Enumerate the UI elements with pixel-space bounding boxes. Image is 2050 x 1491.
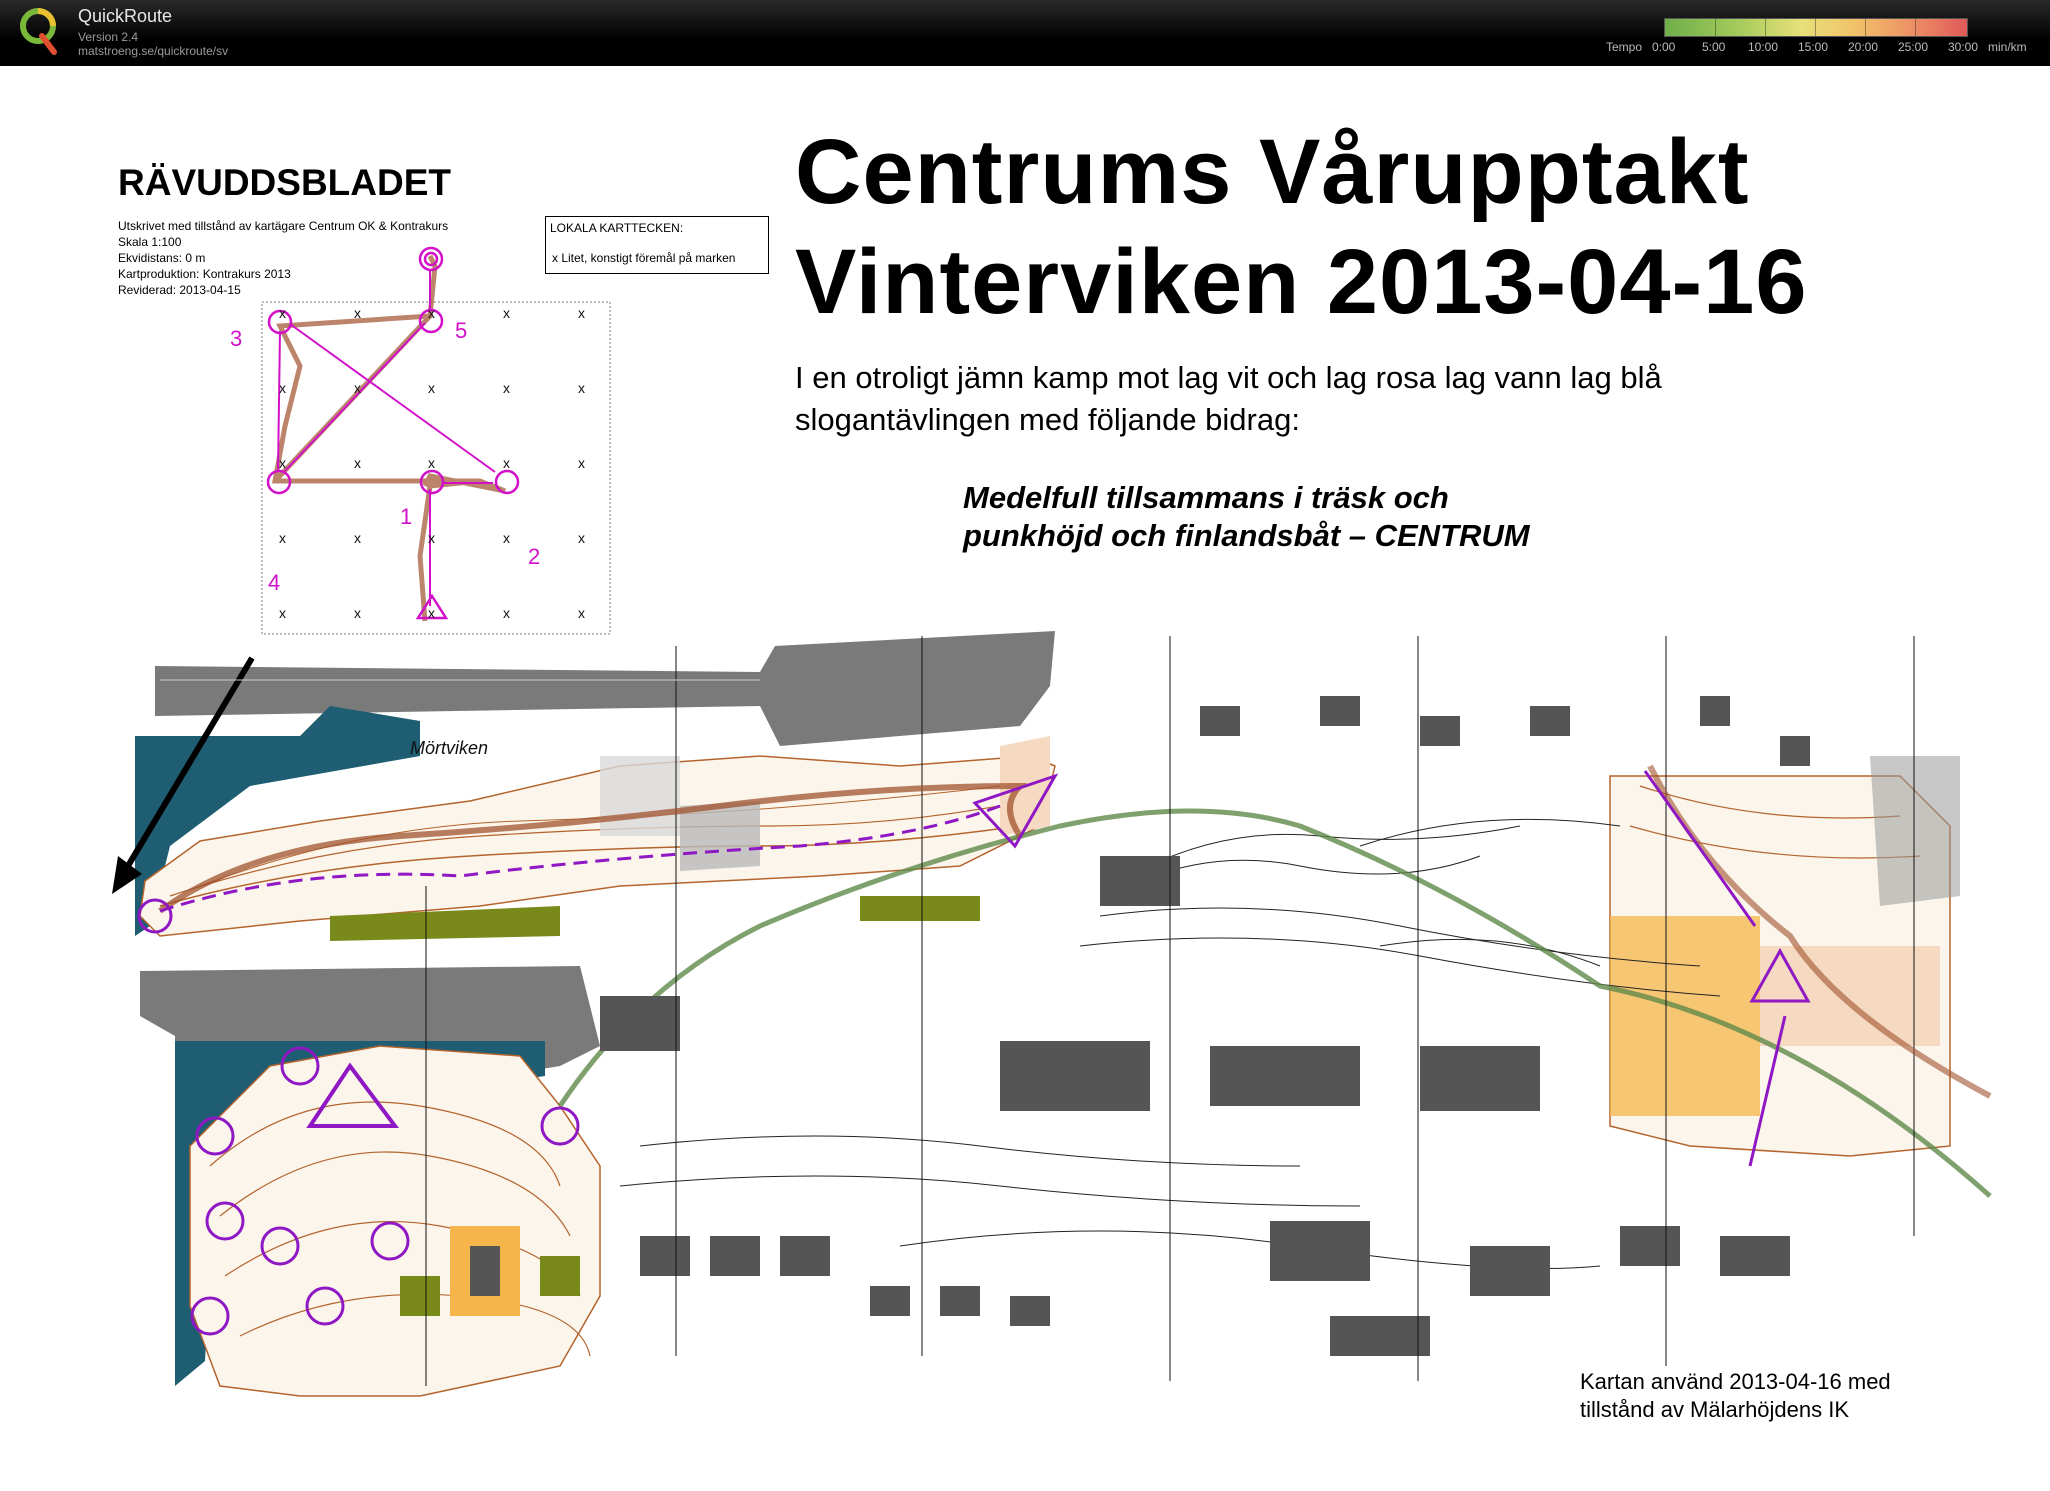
grid-mark: x [578, 605, 585, 621]
map-canvas[interactable] [0, 66, 2050, 1491]
app-url[interactable]: matstroeng.se/quickroute/sv [78, 44, 229, 58]
quickroute-logo-icon [18, 6, 60, 56]
tempo-unit: min/km [1988, 40, 2027, 54]
grid-mark: x [428, 380, 435, 396]
tempo-label: 25:00 [1898, 40, 1929, 54]
forest-southwest [190, 1046, 600, 1396]
inset-info-line: Utskrivet med tillstånd av kartägare Centrum OK & Kontrakurs [118, 219, 449, 233]
place-name-label: Mörtviken [410, 738, 489, 758]
tempo-label: 20:00 [1848, 40, 1879, 54]
inset-map-title: RÄVUDDSBLADET [118, 162, 451, 203]
intro-text-line2: slogantävlingen med följande bidrag: [795, 402, 1300, 437]
control-number: 1 [400, 504, 413, 529]
tempo-label: 30:00 [1948, 40, 1979, 54]
grid-mark: x [354, 605, 361, 621]
inset-info-line: Ekvidistans: 0 m [118, 251, 206, 265]
grid-mark: x [279, 305, 286, 321]
grid-mark: x [428, 530, 435, 546]
tempo-label: 0:00 [1652, 40, 1676, 54]
legend-title: LOKALA KARTTECKEN: [550, 221, 684, 235]
app-header [0, 0, 2050, 66]
map-credit-line1: Kartan använd 2013-04-16 med [1580, 1369, 1891, 1394]
grid-mark: x [578, 530, 585, 546]
grid-mark: x [503, 605, 510, 621]
grid-mark: x [578, 380, 585, 396]
grid-mark: x [428, 605, 435, 621]
legend-item: x Litet, konstigt föremål på marken [552, 251, 736, 265]
inset-info-line: Skala 1:100 [118, 235, 182, 249]
app-name: QuickRoute [78, 6, 173, 26]
slogan-line1: Medelfull tillsammans i träsk och [963, 480, 1449, 515]
tempo-legend-title: Tempo [1606, 40, 1643, 54]
grid-mark: x [578, 455, 585, 471]
grid-mark: x [503, 380, 510, 396]
local-symbols-legend [545, 216, 769, 274]
grid-mark: x [354, 380, 361, 396]
control-number: 2 [528, 544, 541, 569]
inset-info-line: Kartproduktion: Kontrakurs 2013 [118, 267, 291, 281]
grid-mark: x [428, 305, 435, 321]
control-number: 4 [268, 570, 281, 595]
control-number: 3 [230, 326, 243, 351]
grid-mark: x [354, 455, 361, 471]
grid-mark: x [354, 305, 361, 321]
grid-mark: x [503, 530, 510, 546]
map-credit-line2: tillstånd av Mälarhöjdens IK [1580, 1397, 1850, 1422]
grid-mark: x [428, 455, 435, 471]
poster-title-line1: Centrums Vårupptakt [795, 121, 1750, 223]
grid-mark: x [503, 305, 510, 321]
grid-mark: x [279, 530, 286, 546]
tempo-label: 5:00 [1702, 40, 1726, 54]
grid-mark: x [279, 380, 286, 396]
grid-mark: x [578, 305, 585, 321]
grid-mark: x [503, 455, 510, 471]
grid-mark: x [354, 530, 361, 546]
inset-course-map [160, 248, 760, 680]
grid-mark: x [279, 605, 286, 621]
app-version: Version 2.4 [78, 30, 139, 44]
control-number: 5 [455, 318, 468, 343]
tempo-label: 15:00 [1798, 40, 1829, 54]
inset-info-line: Reviderad: 2013-04-15 [118, 283, 241, 297]
tempo-label: 10:00 [1748, 40, 1779, 54]
poster-title-line2: Vinterviken 2013-04-16 [795, 231, 1808, 333]
tempo-color-scale [1664, 18, 1968, 37]
forest-east [1610, 756, 1960, 1156]
slogan-line2: punkhöjd och finlandsbåt – CENTRUM [963, 518, 1530, 553]
grid-mark: x [279, 455, 286, 471]
intro-text-line1: I en otroligt jämn kamp mot lag vit och lag rosa lag vann lag blå [795, 360, 1662, 395]
